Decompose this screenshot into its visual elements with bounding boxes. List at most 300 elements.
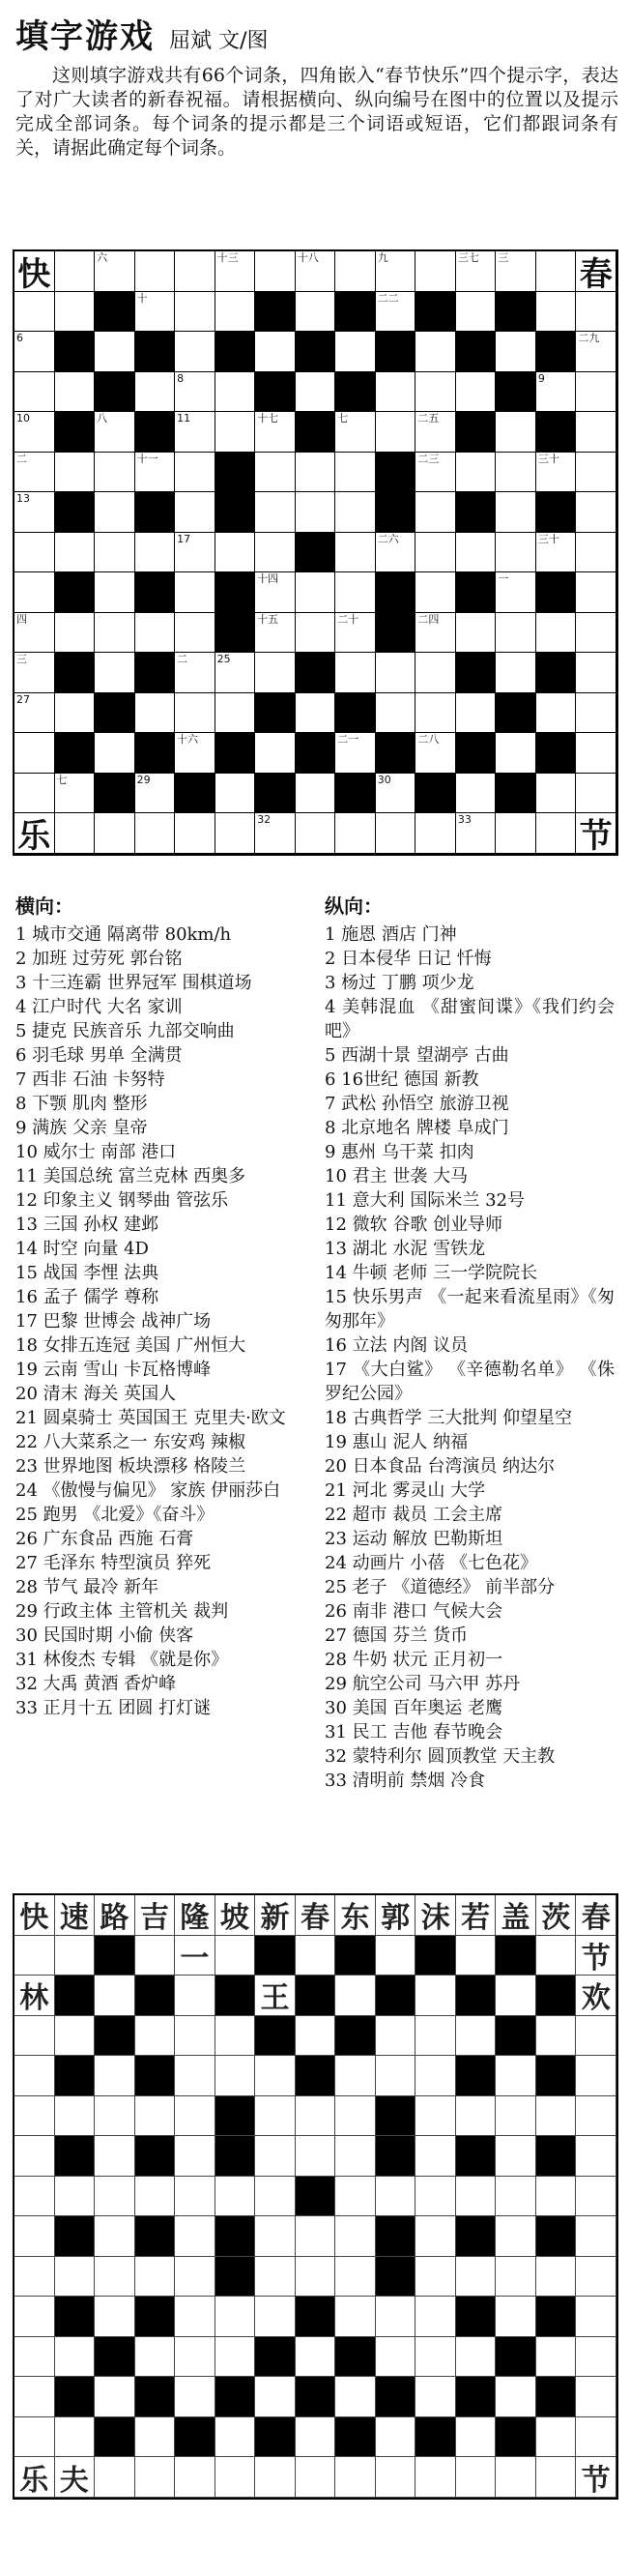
answer-cell-black <box>335 2417 376 2458</box>
grid-cell <box>95 453 135 493</box>
grid-cell <box>255 492 296 533</box>
across-clue: 27 毛泽东 特型演员 猝死 <box>15 1553 212 1573</box>
grid-cell <box>496 653 536 693</box>
grid-cell <box>215 813 256 854</box>
across-clue: 11 美国总统 富兰克林 西奥多 <box>15 1166 246 1186</box>
grid-cell <box>296 693 336 734</box>
grid-cell <box>14 653 55 693</box>
grid-cell <box>14 372 55 413</box>
grid-cell <box>296 613 336 654</box>
across-clue: 26 广东食品 西施 石膏 <box>15 1529 194 1549</box>
grid-cell <box>215 251 256 292</box>
answer-cell <box>55 1936 96 1976</box>
grid-cell <box>14 533 55 573</box>
answer-cell-black <box>55 2216 96 2257</box>
grid-cell <box>255 453 296 493</box>
answer-cell <box>14 2216 55 2257</box>
answer-cell: 路 <box>95 1895 135 1936</box>
grid-cell <box>456 453 497 493</box>
grid-cell <box>415 533 456 573</box>
answer-cell-black <box>215 2257 256 2298</box>
across-clue: 4 江户时代 大名 家训 <box>15 997 183 1017</box>
grid-cell-black <box>255 774 296 814</box>
answer-cell <box>296 2457 336 2498</box>
answer-cell <box>536 2417 577 2458</box>
down-clue: 30 美国 百年奥运 老鹰 <box>325 1698 503 1718</box>
answer-cell <box>55 2257 96 2298</box>
grid-cell-black <box>376 332 416 372</box>
grid-cell <box>415 251 456 292</box>
grid-cell <box>415 613 456 654</box>
answer-cell-black <box>135 2216 176 2257</box>
grid-cell <box>14 332 55 372</box>
answer-cell <box>255 2257 296 2298</box>
grid-cell <box>135 693 176 734</box>
clue-number: 九 <box>377 251 388 264</box>
answer-cell: 若 <box>456 1895 497 1936</box>
answer-cell <box>576 2337 616 2378</box>
answer-cell <box>496 2457 536 2498</box>
answer-cell <box>255 2216 296 2257</box>
grid-cell <box>576 774 616 814</box>
grid-cell <box>95 492 135 533</box>
answer-cell <box>95 2377 135 2417</box>
answer-cell: 速 <box>55 1895 96 1936</box>
answer-cell: 欢 <box>576 1976 616 2016</box>
answer-cell <box>14 2377 55 2417</box>
corner-hint-char: 节 <box>579 817 613 857</box>
grid-cell <box>14 813 55 857</box>
grid-cell-black <box>135 572 176 613</box>
grid-cell <box>175 613 215 654</box>
down-heading: 纵向： <box>325 894 383 918</box>
grid-cell <box>496 733 536 774</box>
grid-cell-black <box>456 332 497 372</box>
answer-cell-black <box>335 2016 376 2057</box>
grid-cell <box>95 332 135 372</box>
clue-number: 十八 <box>297 251 319 264</box>
clue-number: 二六 <box>377 532 399 545</box>
grid-cell <box>14 572 55 613</box>
down-clue: 2 日本侵华 日记 忏悔 <box>325 949 492 969</box>
answer-cell-black <box>135 2056 176 2096</box>
answer-cell <box>215 2457 256 2498</box>
answer-cell <box>14 2257 55 2298</box>
grid-cell-black <box>55 733 96 774</box>
grid-cell <box>415 372 456 413</box>
grid-cell <box>536 613 577 654</box>
answer-cell <box>576 2377 616 2417</box>
grid-cell <box>576 653 616 693</box>
clue-number: 13 <box>16 492 30 506</box>
clue-number: 十 <box>136 291 148 305</box>
answer-cell <box>335 2056 376 2096</box>
grid-cell <box>95 613 135 654</box>
clue-number: 32 <box>257 813 272 827</box>
across-clue: 19 云南 雪山 卡瓦格博峰 <box>15 1360 212 1380</box>
answer-cell <box>215 2297 256 2337</box>
answer-cell <box>376 2417 416 2458</box>
clue-number: 十五 <box>257 612 279 626</box>
answer-cell: 王 <box>255 1976 296 2016</box>
answer-cell <box>135 2457 176 2498</box>
grid-cell <box>175 813 215 854</box>
answer-cell <box>135 2417 176 2458</box>
down-clue: 27 德国 芬兰 货币 <box>325 1625 469 1646</box>
grid-cell <box>14 733 55 774</box>
answer-cell <box>456 2016 497 2057</box>
answer-cell <box>415 1976 456 2016</box>
answer-cell <box>335 2177 376 2217</box>
grid-cell <box>296 492 336 533</box>
grid-cell <box>415 412 456 453</box>
down-clue: 32 蒙特利尔 圆顶教堂 天主教 <box>325 1746 556 1767</box>
grid-cell <box>14 774 55 814</box>
grid-cell <box>496 813 536 854</box>
grid-cell-black <box>536 412 577 453</box>
answer-cell <box>335 2377 376 2417</box>
across-clue: 21 圆桌骑士 英国国王 克里夫·欧文 <box>15 1408 286 1428</box>
answer-cell <box>135 1936 176 1976</box>
answer-cell-black <box>496 1936 536 1976</box>
answer-cell <box>415 2056 456 2096</box>
across-clue: 25 跑男 《北爱》《奋斗》 <box>15 1505 215 1525</box>
clue-number: 八 <box>97 412 108 425</box>
crossword-grid <box>13 249 618 856</box>
grid-cell <box>536 453 577 493</box>
corner-hint-char: 快 <box>17 254 51 294</box>
grid-cell <box>456 251 497 292</box>
answer-cell-black <box>55 2377 96 2417</box>
down-clue: 11 意大利 国际米兰 32号 <box>325 1190 525 1211</box>
grid-cell <box>335 453 376 493</box>
clue-number: 25 <box>216 653 231 666</box>
grid-cell <box>335 533 376 573</box>
grid-cell-black <box>95 774 135 814</box>
clue-number: 二五 <box>417 412 440 425</box>
answer-cell <box>536 2016 577 2057</box>
grid-cell <box>255 613 296 654</box>
answer-cell <box>135 2016 176 2057</box>
grid-cell <box>135 774 176 814</box>
grid-cell <box>55 251 96 292</box>
grid-cell <box>496 453 536 493</box>
answer-cell <box>135 2337 176 2378</box>
grid-cell <box>175 733 215 774</box>
down-clue: 23 运动 解放 巴勒斯坦 <box>325 1529 503 1549</box>
grid-cell <box>415 653 456 693</box>
answer-cell <box>95 2257 135 2298</box>
answer-cell <box>55 2337 96 2378</box>
answer-cell <box>14 2136 55 2177</box>
grid-cell <box>335 813 376 854</box>
answer-cell <box>175 2056 215 2096</box>
grid-cell <box>215 653 256 693</box>
answer-cell <box>576 2016 616 2057</box>
answer-cell: 夫 <box>55 2457 96 2498</box>
grid-cell <box>55 613 96 654</box>
answer-cell: 坡 <box>215 1895 256 1936</box>
grid-cell <box>376 533 416 573</box>
answer-cell <box>255 2177 296 2217</box>
answer-cell: 春 <box>576 1895 616 1936</box>
answer-cell-black <box>496 2417 536 2458</box>
grid-cell <box>536 251 577 292</box>
answer-cell <box>215 2417 256 2458</box>
answer-cell <box>296 2417 336 2458</box>
answer-cell <box>415 2016 456 2057</box>
grid-cell <box>335 572 376 613</box>
answer-cell <box>55 2177 96 2217</box>
across-clues <box>15 894 305 1720</box>
grid-cell <box>55 693 96 734</box>
answer-cell-black <box>536 2056 577 2096</box>
answer-cell <box>496 2096 536 2137</box>
answer-cell-black <box>135 1976 176 2016</box>
grid-cell <box>135 813 176 854</box>
clue-number: 二十 <box>337 612 359 626</box>
grid-cell <box>95 813 135 854</box>
clue-number: 二九 <box>578 332 600 345</box>
answer-cell-black <box>95 2417 135 2458</box>
grid-cell <box>14 292 55 333</box>
answer-cell <box>415 2136 456 2177</box>
answer-cell <box>415 2297 456 2337</box>
down-clue: 22 超市 裁员 工会主席 <box>325 1505 503 1525</box>
answer-cell <box>576 2096 616 2137</box>
grid-cell-black <box>335 372 376 413</box>
grid-cell <box>576 533 616 573</box>
clue-number: 一 <box>498 572 509 586</box>
grid-cell-black <box>95 292 135 333</box>
grid-cell <box>296 292 336 333</box>
grid-cell <box>296 572 336 613</box>
answer-cell <box>335 2257 376 2298</box>
grid-cell <box>576 372 616 413</box>
clue-number: 10 <box>16 412 30 425</box>
answer-cell-black <box>135 2377 176 2417</box>
grid-cell-black <box>55 412 96 453</box>
grid-cell-black <box>255 372 296 413</box>
grid-cell-black <box>215 492 256 533</box>
grid-cell <box>536 372 577 413</box>
grid-cell-black <box>456 412 497 453</box>
answer-cell <box>376 2177 416 2217</box>
answer-grid <box>13 1893 618 2500</box>
corner-hint-char: 乐 <box>17 817 51 857</box>
answer-cell-black <box>255 2016 296 2057</box>
answer-cell-black <box>95 1936 135 1976</box>
grid-cell <box>415 332 456 372</box>
answer-cell <box>376 1936 416 1976</box>
grid-cell-black <box>215 332 256 372</box>
clue-number: 二二 <box>377 291 399 305</box>
answer-cell-black <box>536 2216 577 2257</box>
answer-cell-black <box>456 2377 497 2417</box>
answer-cell-black <box>296 2377 336 2417</box>
answer-cell-black <box>496 2016 536 2057</box>
down-clue: 24 动画片 小蓓 《七色花》 <box>325 1553 538 1573</box>
answer-cell <box>376 2016 416 2057</box>
clue-number: 27 <box>16 692 30 706</box>
answer-cell <box>335 1976 376 2016</box>
grid-cell-black <box>335 774 376 814</box>
grid-cell <box>255 572 296 613</box>
answer-cell: 林 <box>14 1976 55 2016</box>
answer-cell <box>496 2216 536 2257</box>
grid-cell <box>175 292 215 333</box>
answer-cell <box>576 2297 616 2337</box>
answer-cell-black <box>215 2136 256 2177</box>
answer-cell <box>576 2216 616 2257</box>
grid-cell <box>215 412 256 453</box>
down-clue: 29 航空公司 马六甲 苏丹 <box>325 1674 521 1694</box>
grid-cell-black <box>415 292 456 333</box>
clue-number: 十四 <box>257 572 279 586</box>
down-clue: 33 清明前 禁烟 冷食 <box>325 1771 486 1791</box>
answer-cell <box>55 2096 96 2137</box>
grid-cell <box>175 693 215 734</box>
answer-cell <box>456 1936 497 1976</box>
grid-cell-black <box>135 332 176 372</box>
clue-number: 30 <box>377 773 391 786</box>
clue-number: 17 <box>177 532 191 545</box>
answer-cell <box>415 2096 456 2137</box>
answer-cell <box>536 2177 577 2217</box>
grid-cell-black <box>135 653 176 693</box>
clue-number: 七 <box>337 412 349 425</box>
grid-cell-black <box>215 733 256 774</box>
across-clue: 16 孟子 儒学 尊称 <box>15 1287 159 1307</box>
grid-cell-black <box>296 653 336 693</box>
grid-cell <box>496 533 536 573</box>
across-clue: 20 清末 海关 英国人 <box>15 1384 177 1404</box>
grid-cell-black <box>496 372 536 413</box>
clue-number: 三十 <box>537 532 559 545</box>
answer-cell: 盖 <box>496 1895 536 1936</box>
clue-number: 二 <box>16 452 27 465</box>
grid-cell <box>415 572 456 613</box>
answer-cell-black <box>456 2216 497 2257</box>
answer-cell-black <box>536 2297 577 2337</box>
down-clue: 12 微软 谷歌 创业导师 <box>325 1215 503 1235</box>
answer-cell <box>175 2216 215 2257</box>
across-clue: 28 节气 最冷 新年 <box>15 1577 159 1597</box>
author-credit: 屈斌 文/图 <box>169 29 269 53</box>
answer-cell: 快 <box>14 1895 55 1936</box>
down-clue: 28 牛奶 状元 正月初一 <box>325 1650 503 1670</box>
grid-cell-black <box>456 572 497 613</box>
answer-cell-black <box>255 1936 296 1976</box>
grid-cell <box>215 533 256 573</box>
across-clue: 31 林俊杰 专辑 《就是你》 <box>15 1650 229 1670</box>
answer-cell <box>415 2257 456 2298</box>
grid-cell <box>296 813 336 854</box>
grid-cell <box>95 733 135 774</box>
answer-cell <box>415 2177 456 2217</box>
grid-cell-black <box>175 774 215 814</box>
clue-number: 6 <box>16 332 23 345</box>
grid-cell <box>496 492 536 533</box>
answer-cell <box>14 2177 55 2217</box>
grid-cell <box>376 653 416 693</box>
clue-number: 二一 <box>337 733 359 746</box>
grid-cell-black <box>296 332 336 372</box>
down-clue: 26 南非 港口 气候大会 <box>325 1601 503 1622</box>
answer-cell <box>175 2457 215 2498</box>
grid-cell <box>215 693 256 734</box>
answer-cell-black <box>135 2297 176 2337</box>
answer-cell: 郭 <box>376 1895 416 1936</box>
grid-cell <box>576 813 616 857</box>
answer-cell-black <box>456 2056 497 2096</box>
answer-cell <box>296 2216 336 2257</box>
answer-cell: 节 <box>576 1936 616 1976</box>
grid-cell-black <box>376 492 416 533</box>
across-clue: 6 羽毛球 男单 全满贯 <box>15 1045 183 1066</box>
grid-cell <box>95 251 135 292</box>
down-clue: 3 杨过 丁鹏 项少龙 <box>325 973 474 993</box>
answer-cell-black <box>335 2337 376 2378</box>
grid-cell <box>576 693 616 734</box>
down-clue: 6 16世纪 德国 新教 <box>325 1069 479 1090</box>
across-clue: 3 十三连霸 世界冠军 围棋道场 <box>15 973 252 993</box>
answer-cell <box>215 2016 256 2057</box>
grid-cell-black <box>536 653 577 693</box>
down-clue: 4 美韩混血 《甜蜜间谍》《我们约会吧》 <box>325 997 615 1041</box>
answer-cell <box>415 2216 456 2257</box>
clue-number: 二三 <box>417 452 440 465</box>
grid-cell <box>335 332 376 372</box>
answer-cell-black <box>536 1976 577 2016</box>
down-clue: 17 《大白鲨》 《辛德勒名单》 《侏罗纪公园》 <box>325 1360 615 1404</box>
clue-number: 11 <box>177 412 191 425</box>
grid-cell <box>536 533 577 573</box>
down-clue: 1 施恩 酒店 门神 <box>325 924 457 945</box>
across-clue: 5 捷克 民族音乐 九部交响曲 <box>15 1021 235 1041</box>
clue-number: 二四 <box>417 612 440 626</box>
grid-cell-black <box>415 774 456 814</box>
down-clue: 5 西湖十景 望湖亭 古曲 <box>325 1045 509 1066</box>
answer-cell <box>14 2056 55 2096</box>
grid-cell <box>456 533 497 573</box>
grid-cell <box>55 813 96 854</box>
down-clue: 16 立法 内阁 议员 <box>325 1335 469 1356</box>
answer-cell <box>456 2417 497 2458</box>
answer-cell <box>576 2056 616 2096</box>
grid-cell-black <box>536 572 577 613</box>
down-clues <box>325 894 615 1793</box>
down-clue: 18 古典哲学 三大批判 仰望星空 <box>325 1408 573 1428</box>
answer-cell: 乐 <box>14 2457 55 2498</box>
answer-cell <box>496 2257 536 2298</box>
answer-cell-black <box>335 1936 376 1976</box>
answer-cell: 沫 <box>415 1895 456 1936</box>
grid-cell-black <box>215 572 256 613</box>
clue-number: 8 <box>177 371 185 385</box>
answer-cell <box>135 2177 176 2217</box>
grid-cell <box>376 813 416 854</box>
across-heading: 横向： <box>15 894 73 918</box>
grid-cell-black <box>135 412 176 453</box>
grid-cell <box>456 372 497 413</box>
grid-cell <box>415 693 456 734</box>
answer-cell <box>95 2457 135 2498</box>
down-clue: 7 武松 孙悟空 旅游卫视 <box>325 1094 509 1114</box>
grid-cell <box>215 372 256 413</box>
answer-cell <box>175 2297 215 2337</box>
grid-cell <box>496 572 536 613</box>
